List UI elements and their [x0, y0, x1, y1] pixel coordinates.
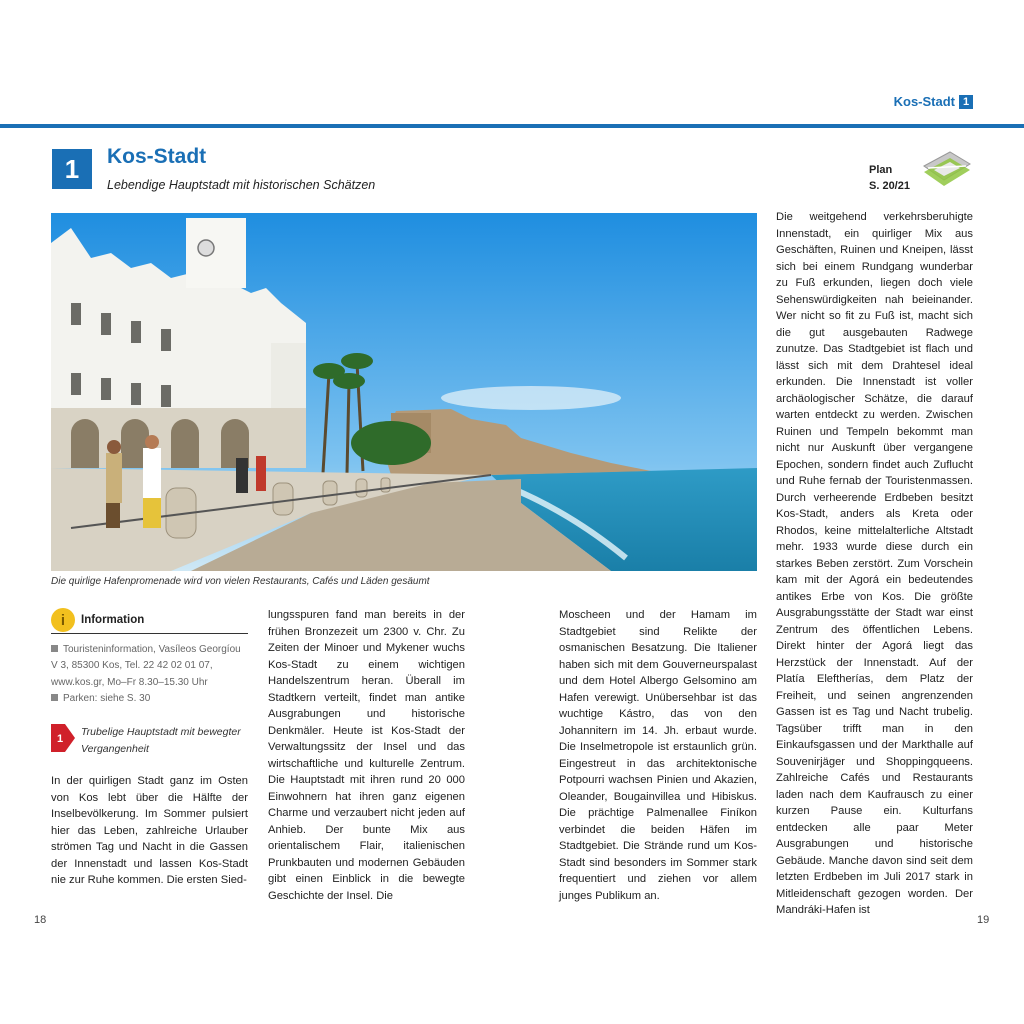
body-column-4: Die weitgehend verkehrsberuhigte Innenstadt, ein quirliger Mix aus Geschäften, Ruinen und Kneipen, lässt sich bei einem Rundgang wunderbar zu Fuß erkunden, liegen doch viele Sehenswürdigkeiten nah beieinander. Wer nicht so fit zu Fuß ist, macht sich die gut ausgebauten Radwege zunutze. Das Stadtgebiet ist flach und lässt sich mit dem Drahtesel ideal erkunden. Die Innenstadt ist voller archäologischer Schätze, die darauf warten entdeckt zu werden. Zwischen Ruinen und Tempeln bekommt man nicht nur Auskunft über vergangene Epochen, sondern findet auch Zuflucht und Ruhe fernab der Touristenmassen. Durch verheerende Erdbeben besitzt Kos-Stadt, anders als Kreta oder Rhodos, keine mittelalterliche Altstadt mehr. 1933 wurde diese durch ein starkes Beben zerstört. Zum Vorschein kam mit der Agorá ein bedeutendes antikes Erbe von Kos. Die größte Ausgrabungsstätte der Stadt war einst Zentrum des öffentlichen Lebens. Direkt hinter der Agorá liegt das Herzstück der Innenstadt. Auf der Platía Eleftherías, dem Platz der Freiheit, und seinen angrenzenden Gassen ist es Tag und Nacht trubelig. Tagsüber trifft man in den Einkaufsgassen und der Markthalle auf Souvenirjäger und Shoppingqueens. Zahlreiche Cafés und Restaurants laden nach dem Kaufrausch zu einer kurzen Pause ein. Kulturfans entdecken alle paar Meter Ausgrabungen und historische Gebäude. Manche davon sind seit dem letzten Erdbeben im Juli 2017 stark in Mitleidenschaft gezogen worden. Der Mandráki-Hafen ist — [776, 211, 973, 916]
running-header — [894, 94, 973, 109]
chapter-subtitle: Lebendige Hauptstadt mit historischen Schätzen — [107, 178, 376, 192]
harbour-promenade-photo — [51, 213, 757, 571]
info-line — [51, 642, 251, 658]
plan-label: Plan — [869, 164, 893, 176]
info-box-header — [51, 607, 248, 634]
body-column-2: lungsspuren fand man bereits in der frühen Bronzezeit um 2300 v. Chr. Zu Zeiten der Minoer und Mykener wuchs Kos-Stadt zu einem wichtigen Handelszentrum heran. Überall im Stadtkern verteilt, findet man antike Ausgrabungen und historische Denkmäler. Heute ist Kos-Stadt der Verwaltungssitz der Insel und das wirtschaftliche und kulturelle Zentrum. Die Hauptstadt mit ihren rund 20 000 Einwohnern hat ihren ganz eigenen Charme und verzaubert nicht jeden auf Anhieb. Der bunte Mix aus orientalischem Flair, italienischen Prunkbauten und modernen Gebäuden gibt einen Einblick in die bewegte Geschichte der Insel. Die — [268, 609, 465, 902]
info-line — [51, 691, 251, 707]
chapter-title: Kos-Stadt — [107, 145, 207, 168]
page-number-right: 19 — [977, 914, 990, 926]
tip-text: Trubelige Hauptstadt mit bewegter Vergangenheit — [81, 726, 241, 755]
photo-caption: Die quirlige Hafenpromenade wird von vielen Restaurants, Cafés und Läden gesäumt — [51, 576, 430, 587]
plan-page-ref: S. 20/21 — [869, 180, 910, 192]
map-icon — [920, 150, 972, 188]
square-bullet-icon — [51, 694, 58, 701]
plan-reference — [869, 162, 910, 194]
info-box-content — [51, 642, 251, 708]
running-header-label: Kos-Stadt — [893, 94, 955, 109]
info-line: V 3, 85300 Kos, Tel. 22 42 02 01 07, — [51, 660, 213, 672]
info-line-text: Touristeninformation, Vasíleos Georgíou — [63, 644, 241, 655]
body-column-1: In der quirligen Stadt ganz im Osten von Kos lebt über die Hälfte der Inselbevölkerung. Im Sommer pulsiert hier das Leben, zahlreiche Urlauber strömen Tag und Nacht in die Gassen der Innenstadt und lassen Kos-Stadt nie zur Ruhe kommen. Die ersten Sied- — [51, 775, 248, 886]
svg-text:1: 1 — [56, 733, 64, 745]
tip-arrow-icon — [51, 724, 75, 752]
body-column-3: Moscheen und der Hamam im Stadtgebiet sind Relikte der osmanischen Besatzung. Die Italiener haben sich mit dem Gouverneurspalast und dem Hotel Albergo Gelsomino am Hafen verewigt. Unübersehbar ist das wuchtige Kástro, das von den Johannitern im 14. Jh. erbaut wurde. Die Inselmetropole ist erstaunlich grün. Eingestreut in das architektonische Potpourri wachsen Pinien und Akazien, Oleander, Bougainvillea und Hibiskus. Die prächtige Palmenallee Finíkon verbindet die beiden Häfen im Stadtgebiet. Die Strände rund um Kos-Stadt sind besonders im Sommer stark frequentiert und ziehen vor allem junges Publikum an. — [559, 609, 757, 902]
page-number-left: 18 — [34, 914, 47, 926]
chapter-number-badge: 1 — [52, 149, 92, 189]
square-bullet-icon — [51, 645, 58, 652]
info-title: Information — [81, 614, 145, 626]
running-header-number: 1 — [959, 95, 973, 109]
info-icon: i — [51, 608, 75, 632]
header-rule — [0, 124, 1024, 128]
info-line-text: Parken: siehe S. 30 — [63, 693, 151, 705]
info-line: www.kos.gr, Mo–Fr 8.30–15.30 Uhr — [51, 676, 208, 688]
